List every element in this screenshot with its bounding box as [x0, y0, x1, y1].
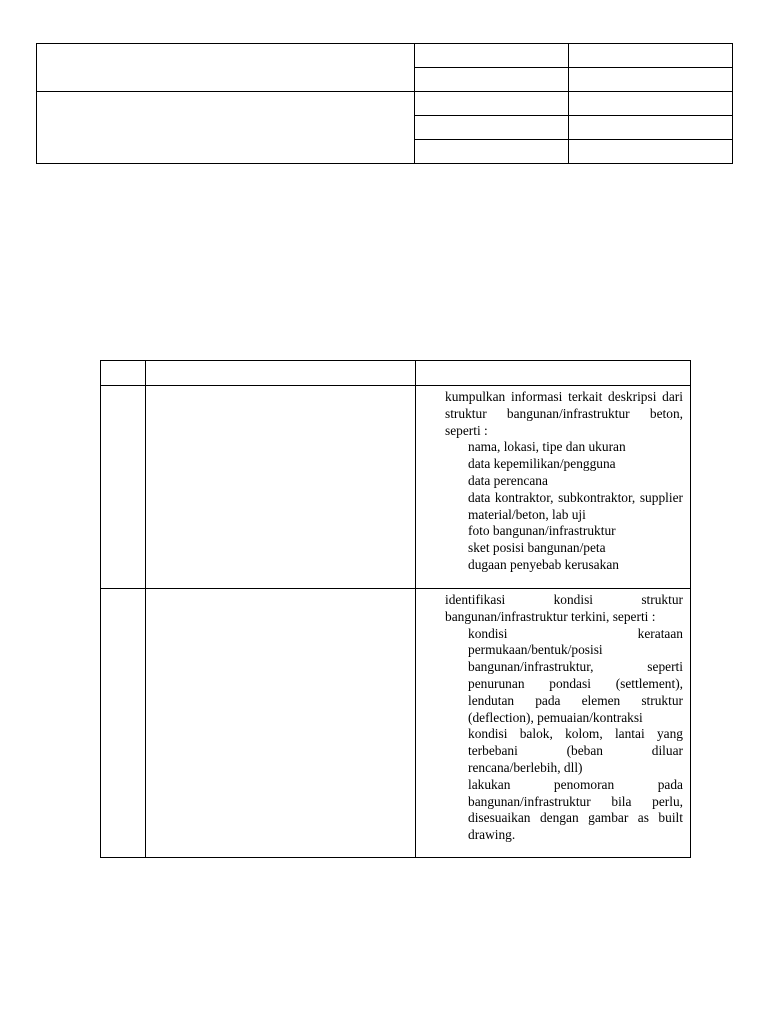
row-number-cell [101, 386, 146, 589]
header-cell [415, 44, 569, 68]
row-number-cell [101, 589, 146, 858]
header-table-row [37, 44, 733, 68]
header-cell [415, 140, 569, 164]
header-cell [569, 116, 733, 140]
header-cell [415, 92, 569, 116]
main-table-header-row [101, 361, 691, 386]
column-header-criteria [416, 361, 691, 386]
list-item: data perencana [468, 472, 548, 488]
header-cell [569, 140, 733, 164]
list-item: kondisi kerataan permukaan/bentuk/posisi bangunan/infrastruktur, seperti penurunan pondasi (settlement), lendutan pada elemen struktur (deflection), pemuaian/kontraksi [468, 625, 683, 725]
column-header-number [101, 361, 146, 386]
header-table [36, 43, 733, 164]
list-item: foto bangunan/infrastruktur [468, 523, 616, 539]
header-cell [569, 44, 733, 68]
row-criteria-cell [416, 386, 691, 589]
list-item: sket posisi bangunan/peta [468, 540, 606, 556]
main-table [100, 360, 691, 858]
header-cell [569, 92, 733, 116]
list-item: nama, lokasi, tipe dan ukuran [468, 439, 626, 455]
list-item: data kontraktor, subkontraktor, supplier material/beton, lab uji [468, 489, 683, 522]
criteria-intro: identifikasi kondisi struktur bangunan/infrastruktur terkini, seperti : [445, 592, 683, 624]
header-cell-title [37, 44, 415, 92]
criteria-intro: kumpulkan informasi terkait deskripsi dari struktur bangunan/infrastruktur beton, seperti : [445, 389, 683, 438]
header-cell [415, 68, 569, 92]
row-criteria-cell [416, 589, 691, 858]
row-element-cell [146, 589, 416, 858]
list-item: dugaan penyebab kerusakan [468, 556, 619, 572]
criteria-list [445, 626, 683, 844]
list-item: lakukan penomoran pada bangunan/infrastruktur bila perlu, disesuaikan dengan gambar as built drawing. [468, 776, 683, 843]
row-element-cell [146, 386, 416, 589]
table-row [101, 589, 691, 858]
list-item: data kepemilikan/pengguna [468, 456, 616, 472]
header-cell [569, 68, 733, 92]
list-item: kondisi balok, kolom, lantai yang terbebani (beban diluar rencana/berlebih, dll) [468, 726, 683, 775]
criteria-list [445, 439, 683, 573]
table-row [101, 386, 691, 589]
column-header-element [146, 361, 416, 386]
header-cell-title [37, 92, 415, 164]
header-table-row [37, 92, 733, 116]
header-cell [415, 116, 569, 140]
